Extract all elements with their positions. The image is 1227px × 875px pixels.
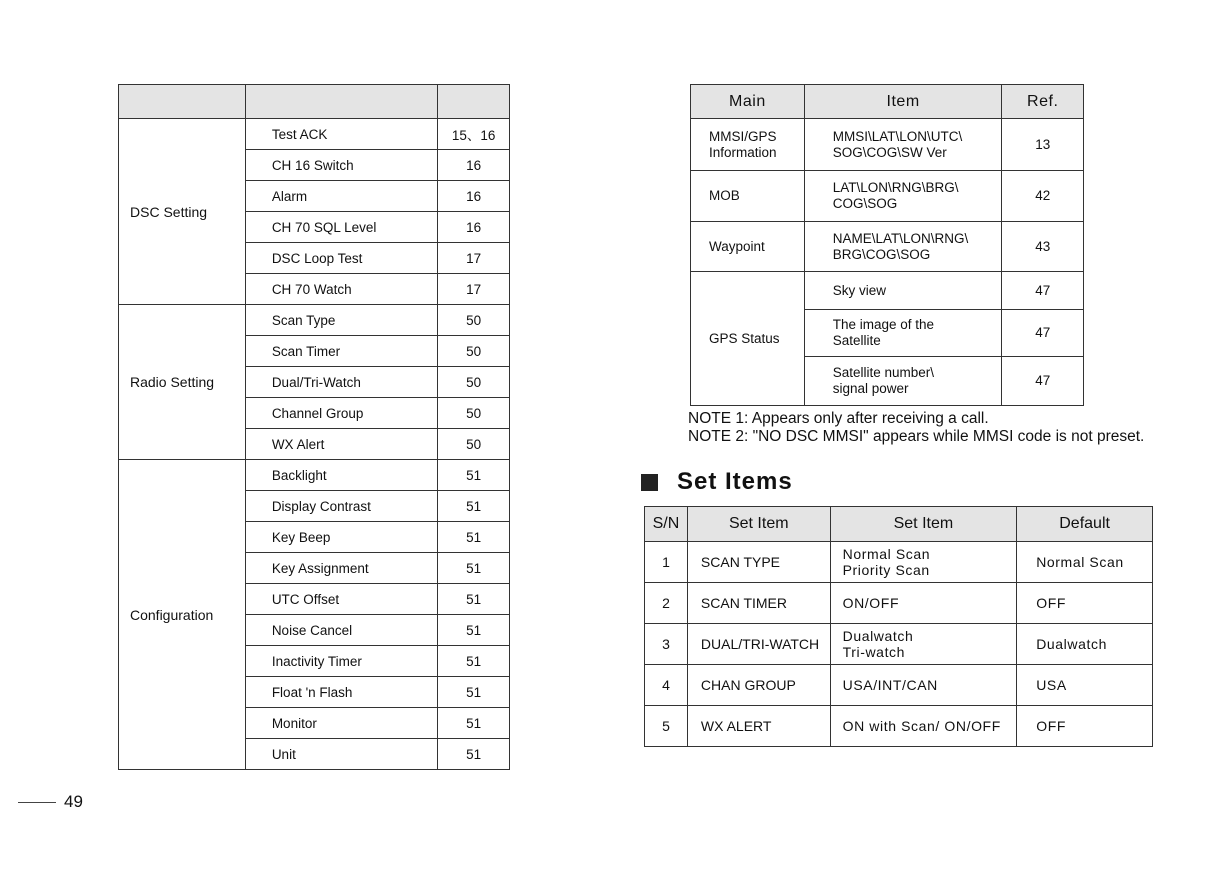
item-name: Test ACK (245, 119, 437, 150)
default-value: Dualwatch (1017, 624, 1153, 665)
item-name: Scan Timer (245, 336, 437, 367)
item-name: Float 'n Flash (245, 677, 437, 708)
ref-cell: 47 (1002, 357, 1084, 406)
table-row (691, 171, 1084, 222)
header-default: Default (1017, 507, 1153, 542)
item-cell (804, 171, 1002, 222)
square-bullet-icon (641, 474, 658, 491)
item-ref: 50 (438, 305, 510, 336)
item-cell (804, 119, 1002, 171)
item-name: Scan Type (245, 305, 437, 336)
header-main: Main (691, 85, 805, 119)
item-ref: 51 (438, 739, 510, 770)
item-line: LAT\LON\RNG\BRG\ (832, 180, 959, 195)
sn-cell: 4 (645, 665, 688, 706)
item-ref: 51 (438, 615, 510, 646)
item-name: CH 16 Switch (245, 150, 437, 181)
table-row (691, 272, 1084, 310)
main-cell (691, 272, 805, 406)
set-item-name: DUAL/TRI-WATCH (687, 624, 830, 665)
item-ref: 51 (438, 553, 510, 584)
set-items-table (644, 506, 1153, 747)
value-line: ON with Scan/ ON/OFF (842, 718, 1001, 734)
item-ref: 16 (438, 181, 510, 212)
set-item-values (830, 706, 1017, 747)
item-name: Key Assignment (245, 553, 437, 584)
note-1: NOTE 1: Appears only after receiving a call. (688, 410, 989, 427)
sn-cell: 1 (645, 542, 688, 583)
item-line: Satellite (832, 333, 881, 348)
table-row (645, 624, 1153, 665)
item-line: Sky view (832, 282, 887, 298)
value-line: Normal Scan (842, 546, 931, 562)
item-line: NAME\LAT\LON\RNG\ (832, 230, 969, 246)
set-item-values (830, 665, 1017, 706)
item-cell (804, 272, 1002, 310)
table-row (691, 222, 1084, 272)
set-item-values (830, 542, 1017, 583)
item-ref: 51 (438, 677, 510, 708)
item-ref: 51 (438, 460, 510, 491)
footer-rule (18, 802, 56, 803)
header-item: Item (804, 85, 1002, 119)
group-label: DSC Setting (119, 119, 246, 305)
item-name: WX Alert (245, 429, 437, 460)
menu-reference-table (118, 84, 510, 770)
item-name: Dual/Tri-Watch (245, 367, 437, 398)
main-cell (691, 119, 805, 171)
item-ref: 50 (438, 336, 510, 367)
table-row (645, 583, 1153, 624)
table-row (119, 305, 510, 336)
main-line: MOB (709, 188, 740, 203)
group-label: Configuration (119, 460, 246, 770)
item-line: MMSI\LAT\LON\UTC\ (832, 128, 963, 144)
ref-cell: 13 (1002, 119, 1084, 171)
ref-cell: 42 (1002, 171, 1084, 222)
set-item-values (830, 624, 1017, 665)
item-ref: 15、16 (438, 119, 510, 150)
table-row (691, 119, 1084, 171)
main-cell (691, 171, 805, 222)
item-ref: 50 (438, 429, 510, 460)
main-cell (691, 222, 805, 272)
gps-info-table (690, 84, 1084, 406)
value-line: Tri-watch (842, 644, 906, 660)
value-line: ON/OFF (842, 595, 900, 611)
header-ref: Ref. (1002, 85, 1084, 119)
item-ref: 16 (438, 150, 510, 181)
item-ref: 51 (438, 708, 510, 739)
page-footer (18, 792, 83, 812)
section-heading-text: Set Items (677, 468, 793, 495)
item-name: Unit (245, 739, 437, 770)
note-2: NOTE 2: "NO DSC MMSI" appears while MMSI code is not preset. (688, 428, 1145, 445)
item-line: The image of the (832, 317, 935, 332)
value-line: Priority Scan (842, 562, 930, 578)
item-ref: 51 (438, 491, 510, 522)
main-line: GPS Status (709, 330, 780, 346)
set-item-name: CHAN GROUP (687, 665, 830, 706)
sn-cell: 3 (645, 624, 688, 665)
item-line: BRG\COG\SOG (832, 246, 931, 262)
item-ref: 16 (438, 212, 510, 243)
value-line: USA/INT/CAN (842, 677, 938, 693)
item-name: UTC Offset (245, 584, 437, 615)
main-line: MMSI/GPS (709, 128, 777, 144)
item-name: DSC Loop Test (245, 243, 437, 274)
ref-cell: 47 (1002, 272, 1084, 310)
ref-cell: 47 (1002, 310, 1084, 357)
table-header-row (645, 507, 1153, 542)
main-line: Waypoint (709, 238, 765, 254)
item-name: Display Contrast (245, 491, 437, 522)
item-ref: 17 (438, 243, 510, 274)
set-item-name: WX ALERT (687, 706, 830, 747)
default-value: Normal Scan (1017, 542, 1153, 583)
item-cell (804, 222, 1002, 272)
default-value: OFF (1017, 583, 1153, 624)
table-row (645, 706, 1153, 747)
item-cell (804, 310, 1002, 357)
item-line: signal power (832, 381, 909, 396)
table-row (645, 542, 1153, 583)
table-header-row (691, 85, 1084, 119)
item-name: Monitor (245, 708, 437, 739)
item-name: Key Beep (245, 522, 437, 553)
item-name: Noise Cancel (245, 615, 437, 646)
item-name: Inactivity Timer (245, 646, 437, 677)
item-ref: 51 (438, 522, 510, 553)
sn-cell: 5 (645, 706, 688, 747)
item-cell (804, 357, 1002, 406)
item-line: Satellite number\ (832, 365, 935, 380)
table-row (119, 119, 510, 150)
default-value: OFF (1017, 706, 1153, 747)
table-row (645, 665, 1153, 706)
item-ref: 17 (438, 274, 510, 305)
item-ref: 51 (438, 584, 510, 615)
table-row (119, 460, 510, 491)
item-name: Channel Group (245, 398, 437, 429)
ref-cell: 43 (1002, 222, 1084, 272)
main-line: Information (709, 144, 777, 160)
item-line: COG\SOG (832, 196, 898, 211)
section-heading (641, 468, 793, 496)
item-name: Alarm (245, 181, 437, 212)
group-label: Radio Setting (119, 305, 246, 460)
default-value: USA (1017, 665, 1153, 706)
item-line: SOG\COG\SW Ver (832, 144, 947, 160)
item-ref: 51 (438, 646, 510, 677)
item-ref: 50 (438, 398, 510, 429)
sn-cell: 2 (645, 583, 688, 624)
header-set-item-values: Set Item (830, 507, 1017, 542)
item-ref: 50 (438, 367, 510, 398)
value-line: Dualwatch (842, 628, 914, 644)
item-name: Backlight (245, 460, 437, 491)
header-set-item: Set Item (687, 507, 830, 542)
set-item-name: SCAN TYPE (687, 542, 830, 583)
item-name: CH 70 Watch (245, 274, 437, 305)
table-header-row (119, 85, 510, 119)
header-sn: S/N (645, 507, 688, 542)
page-number: 49 (64, 792, 83, 811)
item-name: CH 70 SQL Level (245, 212, 437, 243)
set-item-values (830, 583, 1017, 624)
set-item-name: SCAN TIMER (687, 583, 830, 624)
